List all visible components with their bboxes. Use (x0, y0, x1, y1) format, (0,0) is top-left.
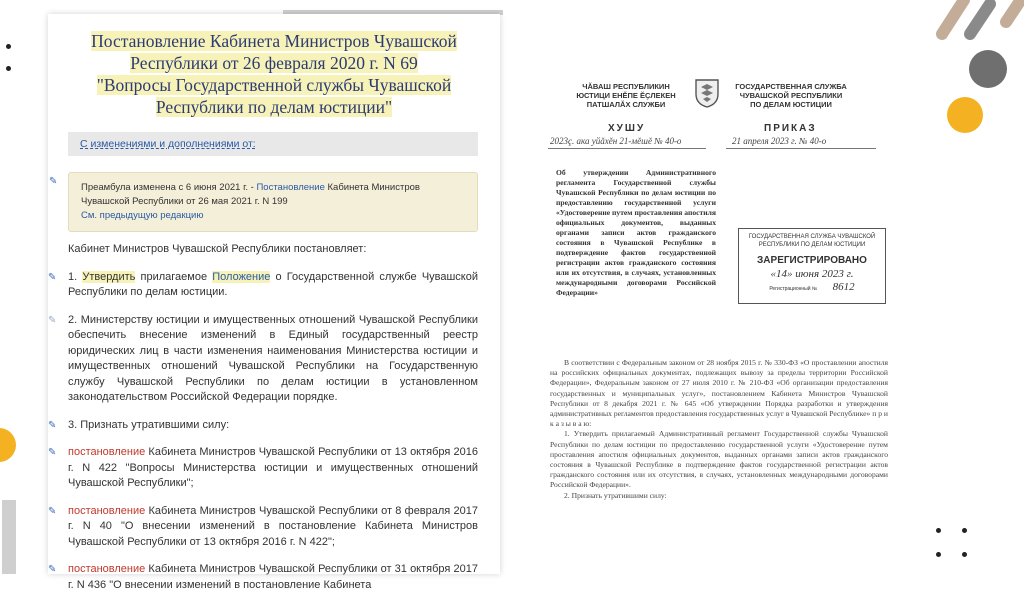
title-line: Постановление Кабинета Министров Чувашской (91, 31, 457, 51)
stamp-org: ГОСУДАРСТВЕННАЯ СЛУЖБА ЧУВАШСКОЙ РЕСПУБЛИКИ ПО ДЕЛАМ ЮСТИЦИИ (748, 234, 876, 248)
document-title (56, 30, 492, 118)
header-line: ПАТШАЛĂХ СЛУЖБИ (586, 100, 666, 109)
coat-of-arms-icon (694, 78, 720, 108)
document-body (48, 242, 479, 593)
changes-box (68, 132, 478, 156)
order-body (550, 358, 888, 501)
header-line: ЧӐВАШ РЕСПУБЛИКИН (582, 82, 670, 91)
preamble-link[interactable]: Постановление (256, 182, 325, 193)
edit-marker-icon[interactable]: ✎ (48, 447, 57, 458)
repealed-link[interactable]: постановление (68, 504, 146, 517)
stamp-reg-row (739, 281, 885, 293)
kind-right: ПРИКАЗ (764, 123, 817, 134)
deco-dot (962, 552, 967, 557)
edit-marker-icon[interactable]: ✎ (48, 505, 57, 517)
header-left-chuvash (566, 82, 686, 109)
right-document-scan (516, 18, 914, 574)
stamp-reg-label: Регистрационный № (769, 286, 818, 292)
title-line: Республики от 26 февраля 2020 г. N 69 (130, 53, 418, 73)
title-line: Республики по делам юстиции" (155, 97, 393, 117)
polozhenie-link[interactable]: Положение (212, 270, 271, 283)
edit-marker-icon[interactable]: ✎ (48, 419, 57, 431)
handwritten-date-right: 21 апреля 2023 г. № 40-о (732, 136, 827, 146)
repealed-item (48, 562, 478, 593)
deco-stripes-top-right (930, 0, 1024, 40)
deco-dot (936, 552, 941, 557)
item-3 (48, 418, 478, 434)
edit-marker-icon[interactable]: ✎ (48, 564, 57, 575)
edit-marker-icon[interactable]: ✎ (49, 176, 58, 187)
deco-dot (936, 528, 941, 533)
previous-edition-link[interactable]: См. предыдущую редакцию (81, 210, 204, 221)
order-paragraph: В соответствии с Федеральным законом от 28 ноября 2015 г. № 330-ФЗ «О проставлении апостиля на российских официальных документах, подлежащих вывозу за пределы территории Российской Федерации», Федеральным законом от 27 июля 2010 г. № 210-ФЗ «Об организации предоставления государственных и муниципальных услуг», постановлением Кабинета Министров Чувашской Республики от 8 декабря 2021 г. № 645 «Об утверждении Порядка разработки и утверждения административных регламентов предоставления государственных услуг в Чувашской Республике» п р и к а з ы в а ю: (550, 358, 888, 429)
repealed-item (48, 445, 478, 492)
header-line: ГОСУДАРСТВЕННАЯ СЛУЖБА (735, 82, 847, 91)
header-right-russian (726, 82, 856, 109)
item-1-verb: Утвердить (82, 270, 136, 283)
item-1-rest: о Государственной службе Чувашской Республики по делам юстиции. (68, 270, 479, 298)
changes-link[interactable]: С изменениями и дополнениями от: (80, 138, 256, 150)
edit-marker-icon[interactable]: ✎ (48, 314, 57, 326)
title-line: "Вопросы Государственной службы Чувашской (96, 75, 452, 95)
deco-dot (962, 528, 967, 533)
stamp-date: «14» июня 2023 г. (770, 268, 854, 280)
repealed-link[interactable]: постановление (68, 446, 146, 458)
order-paragraph: 2. Признать утратившими силу: (564, 490, 667, 500)
intro-paragraph: Кабинет Министров Чувашской Республики постановляет: (68, 243, 367, 255)
order-subject: Об утверждении Административного регламента Государственной службы Чувашской Республики по делам юстиции по предоставлению государственной услуги «Удостоверение путем проставления апостиля официальных документов, выданных органами записи актов гражданского состояния в Чувашской Республике в подтверждение фактов государственной регистрации актов гражданского состояния или их отсутствия, в случаях, установленных международными договорами Российской Федерации» (556, 168, 716, 297)
rule-left (548, 148, 706, 149)
deco-dot (6, 66, 11, 71)
item-1-mid: прилагаемое (135, 270, 213, 283)
preamble-note (49, 172, 478, 232)
item-2 (48, 313, 478, 406)
item-1 (48, 270, 479, 301)
header-line: ЧУВАШСКОЙ РЕСПУБЛИКИ (739, 91, 843, 100)
kind-left: ХУШУ (608, 123, 646, 134)
repealed-text: Кабинета Министров Чувашской Республики от 31 октября 2017 г. N 436 "О внесении изменений в постановление Кабинета (68, 563, 478, 591)
preamble-prefix: Преамбула изменена с 6 июня 2021 г. - (81, 182, 257, 193)
repealed-item (48, 504, 478, 551)
item-3-text: 3. Признать утратившими силу: (68, 418, 230, 431)
item-2-text: 2. Министерству юстиции и имущественных отношений Чувашской Республики обеспечить внесение изменений в Единый государственный реестр юридических лиц в части изменения наименования Министерства юстиции и имущественных отношений Чувашской Республики на Государственную службу Чувашской Республики по делам юстиции в установленном законодательством Российской Федерации порядке. (68, 313, 478, 403)
deco-circle-yellow (947, 97, 983, 133)
repealed-link[interactable]: постановление (68, 563, 146, 575)
order-paragraph: 1. Утвердить прилагаемый Административный регламент Государственной службы Чувашской Республики по делам юстиции по предоставлению государственной услуги «Удостоверение путем проставления апостиля официальных документов, выданных органами записи актов гражданского состояния в Чувашской Республике в подтверждение фактов государственной регистрации актов гражданского состояния или их отсутствия, в случаях, установленных международными договорами Российской Федерации». (550, 429, 888, 490)
stamp-registered: ЗАРЕГИСТРИРОВАНО (757, 255, 867, 266)
header-line: ЮСТИЦИ ЕНĔПЕ ĔҪЛЕКЕН (576, 91, 676, 100)
item-1-num: 1. (68, 270, 83, 283)
deco-bar-left (2, 500, 16, 574)
header-line: ПО ДЕЛАМ ЮСТИЦИИ (750, 100, 832, 109)
repealed-text: Кабинета Министров Чувашской Республики от 13 октября 2016 г. N 422 "Вопросы Министерства юстиции и имущественных отношений Чувашской Республики"; (68, 446, 478, 489)
stamp-reg-number: 8612 (832, 281, 855, 293)
left-document (48, 14, 500, 591)
deco-half-circle-yellow-left (0, 428, 16, 462)
registration-stamp (738, 228, 886, 304)
handwritten-date-left: 2023ç. ака уйăхĕн 21-мĕшĕ № 40-о (550, 136, 682, 146)
preamble-text: Кабинета Министров Чувашской Республики от 26 мая 2021 г. N 199 (81, 182, 420, 207)
rule-right (726, 148, 876, 149)
edit-marker-icon[interactable]: ✎ (48, 271, 57, 283)
deco-circle-gray (969, 50, 1007, 88)
deco-dot (6, 44, 11, 49)
repealed-text: Кабинета Министров Чувашской Республики от 8 февраля 2017 г. N 40 "О внесении изменений в постановление Кабинета Министров Чувашской Республики от 13 октября 2016 г. N 422"; (68, 504, 478, 548)
